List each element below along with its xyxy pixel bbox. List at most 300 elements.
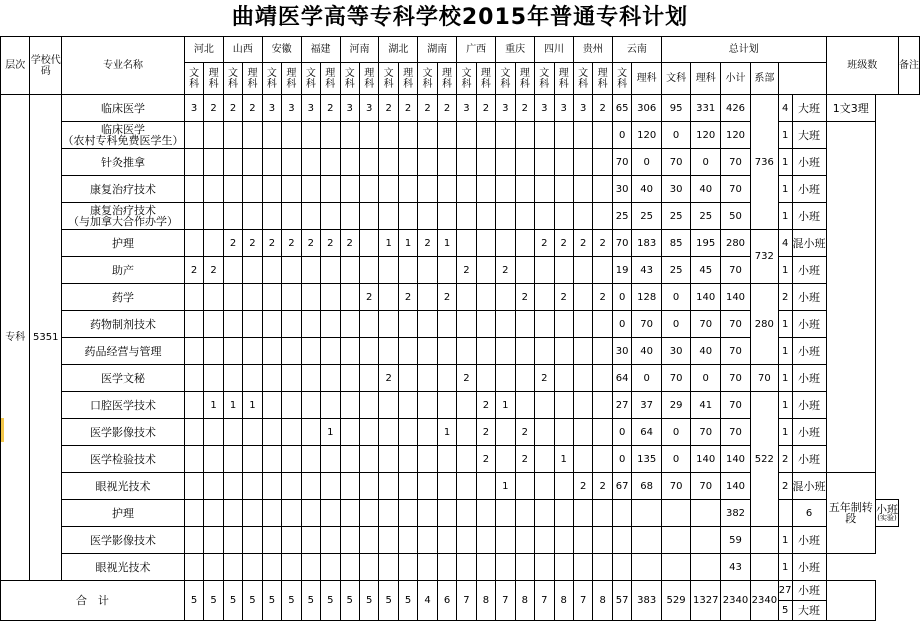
province-quota bbox=[593, 446, 612, 473]
province-quota bbox=[476, 230, 495, 257]
yunnan-li: 25 bbox=[632, 203, 661, 230]
province-quota bbox=[262, 284, 281, 311]
class-type-label: 小班 bbox=[798, 182, 821, 196]
province-quota bbox=[359, 176, 378, 203]
province-quota bbox=[340, 473, 359, 500]
yunnan-li: 135 bbox=[632, 446, 661, 473]
province-quota: 2 bbox=[282, 230, 301, 257]
province-quota bbox=[418, 365, 437, 392]
province-quota bbox=[204, 284, 223, 311]
province-quota: 2 bbox=[476, 392, 495, 419]
province-quota bbox=[515, 365, 534, 392]
total-li: 41 bbox=[691, 392, 721, 419]
province-quota bbox=[340, 311, 359, 338]
table-row bbox=[1, 500, 920, 527]
province-quota bbox=[301, 554, 320, 581]
subtotal: 140 bbox=[721, 284, 751, 311]
header-li: 理科 bbox=[321, 63, 340, 95]
province-quota: 2 bbox=[515, 446, 534, 473]
header-remark: 备注 bbox=[899, 37, 920, 95]
province-quota bbox=[204, 203, 223, 230]
province-quota bbox=[184, 500, 203, 527]
province-quota bbox=[301, 176, 320, 203]
header-province: 安徽 bbox=[262, 37, 301, 63]
province-quota bbox=[282, 176, 301, 203]
province-quota bbox=[418, 500, 437, 527]
yunnan-wen: 0 bbox=[612, 284, 632, 311]
province-quota: 1 bbox=[243, 392, 262, 419]
province-quota bbox=[379, 338, 398, 365]
province-quota: 2 bbox=[243, 95, 262, 122]
province-quota bbox=[262, 257, 281, 284]
province-quota bbox=[340, 338, 359, 365]
province-quota bbox=[243, 365, 262, 392]
province-quota bbox=[321, 122, 340, 149]
yunnan-wen: 0 bbox=[612, 446, 632, 473]
province-quota: 2 bbox=[457, 365, 476, 392]
province-quota bbox=[243, 446, 262, 473]
total-province-quota: 7 bbox=[496, 581, 515, 621]
header-class-count: 班级数 bbox=[826, 37, 898, 95]
province-quota bbox=[457, 176, 476, 203]
subtotal: 426 bbox=[721, 95, 751, 122]
province-quota bbox=[301, 257, 320, 284]
province-quota: 2 bbox=[593, 95, 612, 122]
total-yunnan-li: 383 bbox=[632, 581, 661, 621]
major-name: 护理 bbox=[62, 230, 185, 257]
header-wen: 文科 bbox=[340, 63, 359, 95]
subtotal: 140 bbox=[721, 473, 751, 500]
province-quota bbox=[554, 311, 573, 338]
province-quota: 2 bbox=[223, 230, 242, 257]
province-quota: 1 bbox=[437, 230, 456, 257]
province-quota bbox=[301, 122, 320, 149]
yunnan-li: 183 bbox=[632, 230, 661, 257]
province-quota bbox=[476, 338, 495, 365]
class-count: 2 bbox=[778, 446, 792, 473]
province-quota bbox=[359, 257, 378, 284]
province-quota bbox=[379, 122, 398, 149]
province-quota bbox=[515, 230, 534, 257]
total-wen: 30 bbox=[661, 338, 690, 365]
total-wen: 29 bbox=[661, 392, 690, 419]
province-quota: 3 bbox=[301, 95, 320, 122]
subtotal: 70 bbox=[721, 257, 751, 284]
province-quota bbox=[184, 203, 203, 230]
subtotal: 50 bbox=[721, 203, 751, 230]
province-quota bbox=[204, 311, 223, 338]
province-quota: 1 bbox=[398, 230, 417, 257]
class-type bbox=[876, 500, 899, 527]
yunnan-li: 70 bbox=[632, 311, 661, 338]
province-quota bbox=[535, 311, 554, 338]
province-quota: 3 bbox=[573, 95, 592, 122]
header-li: 理科 bbox=[204, 63, 223, 95]
province-quota bbox=[437, 392, 456, 419]
province-quota: 1 bbox=[437, 419, 456, 446]
header-li: 理科 bbox=[282, 63, 301, 95]
province-quota bbox=[573, 419, 592, 446]
province-quota bbox=[262, 122, 281, 149]
total-province-quota: 8 bbox=[593, 581, 612, 621]
dept-total bbox=[750, 527, 778, 554]
province-quota bbox=[418, 257, 437, 284]
province-quota bbox=[457, 419, 476, 446]
class-type-label: 小班 bbox=[798, 452, 821, 466]
class-type bbox=[792, 176, 826, 203]
class-type bbox=[792, 365, 826, 392]
province-quota bbox=[496, 527, 515, 554]
table-row bbox=[1, 554, 920, 581]
total-wen: 0 bbox=[661, 446, 690, 473]
province-quota: 2 bbox=[321, 230, 340, 257]
class-count: 1 bbox=[778, 392, 792, 419]
class-type bbox=[792, 203, 826, 230]
province-quota bbox=[496, 500, 515, 527]
class-count: 2 bbox=[778, 473, 792, 500]
province-quota bbox=[398, 257, 417, 284]
yunnan-wen: 30 bbox=[612, 176, 632, 203]
header-total-plan: 总计划 bbox=[661, 37, 826, 63]
total-li: 70 bbox=[691, 311, 721, 338]
total-type-small: 小班 bbox=[792, 581, 826, 601]
remark-cell bbox=[826, 122, 875, 473]
province-quota bbox=[184, 176, 203, 203]
total-subtotal: 2340 bbox=[721, 581, 751, 621]
total-province-quota: 5 bbox=[262, 581, 281, 621]
total-li: 70 bbox=[691, 473, 721, 500]
province-quota bbox=[457, 230, 476, 257]
province-quota bbox=[223, 311, 242, 338]
total-li: 45 bbox=[691, 257, 721, 284]
province-quota: 3 bbox=[535, 95, 554, 122]
total-province-quota: 4 bbox=[418, 581, 437, 621]
province-quota: 2 bbox=[593, 230, 612, 257]
province-quota bbox=[184, 149, 203, 176]
province-quota: 2 bbox=[262, 230, 281, 257]
province-quota bbox=[418, 527, 437, 554]
class-type-label: 小班 bbox=[798, 425, 821, 439]
province-quota bbox=[593, 311, 612, 338]
province-quota bbox=[535, 203, 554, 230]
province-quota bbox=[515, 257, 534, 284]
province-quota bbox=[554, 203, 573, 230]
province-quota bbox=[204, 446, 223, 473]
table-row bbox=[1, 338, 920, 365]
header-li: 理科 bbox=[515, 63, 534, 95]
header-li: 理科 bbox=[359, 63, 378, 95]
province-quota bbox=[359, 149, 378, 176]
subtotal: 70 bbox=[721, 419, 751, 446]
province-quota bbox=[457, 284, 476, 311]
province-quota bbox=[515, 500, 534, 527]
total-province-quota: 5 bbox=[340, 581, 359, 621]
province-quota bbox=[418, 446, 437, 473]
province-quota bbox=[262, 500, 281, 527]
province-quota bbox=[398, 122, 417, 149]
yunnan-li: 64 bbox=[632, 419, 661, 446]
province-quota bbox=[593, 554, 612, 581]
total-wen: 70 bbox=[661, 365, 690, 392]
province-quota bbox=[398, 176, 417, 203]
province-quota bbox=[321, 392, 340, 419]
province-quota bbox=[359, 203, 378, 230]
province-quota bbox=[535, 149, 554, 176]
yunnan-wen bbox=[612, 554, 632, 581]
province-quota bbox=[476, 473, 495, 500]
province-quota bbox=[262, 149, 281, 176]
province-quota bbox=[340, 122, 359, 149]
province-quota: 2 bbox=[359, 284, 378, 311]
province-quota bbox=[418, 392, 437, 419]
province-quota: 2 bbox=[573, 473, 592, 500]
province-quota bbox=[496, 203, 515, 230]
total-label: 合 计 bbox=[1, 581, 185, 621]
province-quota bbox=[359, 365, 378, 392]
header-subtotal: 小计 bbox=[721, 63, 751, 95]
header-li: 理科 bbox=[593, 63, 612, 95]
province-quota bbox=[554, 392, 573, 419]
province-quota bbox=[398, 473, 417, 500]
province-quota bbox=[593, 365, 612, 392]
province-quota bbox=[321, 554, 340, 581]
province-quota bbox=[243, 203, 262, 230]
province-quota bbox=[476, 284, 495, 311]
province-quota bbox=[593, 392, 612, 419]
class-count: 1 bbox=[778, 257, 792, 284]
province-quota bbox=[418, 338, 437, 365]
class-type bbox=[792, 473, 826, 500]
class-type bbox=[792, 392, 826, 419]
province-quota bbox=[223, 284, 242, 311]
header-province: 四川 bbox=[535, 37, 574, 63]
province-quota bbox=[398, 311, 417, 338]
province-quota: 2 bbox=[418, 95, 437, 122]
province-quota bbox=[301, 365, 320, 392]
province-quota bbox=[398, 203, 417, 230]
province-quota bbox=[398, 527, 417, 554]
province-quota: 2 bbox=[301, 230, 320, 257]
header-li: 理科 bbox=[437, 63, 456, 95]
province-quota bbox=[535, 392, 554, 419]
province-quota bbox=[321, 446, 340, 473]
yunnan-wen: 0 bbox=[612, 122, 632, 149]
province-quota bbox=[301, 446, 320, 473]
total-province-quota: 8 bbox=[476, 581, 495, 621]
province-quota bbox=[573, 203, 592, 230]
header-province: 河北 bbox=[184, 37, 223, 63]
province-quota bbox=[204, 419, 223, 446]
province-quota bbox=[282, 203, 301, 230]
subtotal: 70 bbox=[721, 176, 751, 203]
province-quota bbox=[243, 257, 262, 284]
total-li: 331 bbox=[691, 95, 721, 122]
province-quota bbox=[359, 500, 378, 527]
total-li: 40 bbox=[691, 338, 721, 365]
yunnan-li: 68 bbox=[632, 473, 661, 500]
major-name: 助产 bbox=[62, 257, 185, 284]
header-province: 云南 bbox=[612, 37, 661, 63]
major-name: 眼视光技术 bbox=[62, 554, 185, 581]
province-quota bbox=[301, 338, 320, 365]
province-quota bbox=[379, 311, 398, 338]
province-quota bbox=[340, 500, 359, 527]
class-count: 4 bbox=[778, 95, 792, 122]
province-quota bbox=[282, 392, 301, 419]
province-quota bbox=[204, 500, 223, 527]
header-province: 山西 bbox=[223, 37, 262, 63]
province-quota bbox=[321, 311, 340, 338]
province-quota bbox=[535, 446, 554, 473]
header-wen: 文科 bbox=[457, 63, 476, 95]
province-quota bbox=[359, 446, 378, 473]
province-quota bbox=[301, 527, 320, 554]
province-quota bbox=[321, 500, 340, 527]
dept-total bbox=[778, 500, 792, 527]
province-quota bbox=[496, 446, 515, 473]
province-quota: 2 bbox=[418, 230, 437, 257]
province-quota bbox=[476, 500, 495, 527]
province-quota: 3 bbox=[496, 95, 515, 122]
table-row bbox=[1, 176, 920, 203]
province-quota bbox=[184, 392, 203, 419]
province-quota bbox=[204, 149, 223, 176]
province-quota bbox=[476, 203, 495, 230]
province-quota bbox=[223, 149, 242, 176]
total-li: 140 bbox=[691, 284, 721, 311]
province-quota: 3 bbox=[359, 95, 378, 122]
province-quota bbox=[184, 122, 203, 149]
province-quota bbox=[301, 149, 320, 176]
province-quota bbox=[282, 284, 301, 311]
province-quota bbox=[573, 122, 592, 149]
province-quota bbox=[379, 257, 398, 284]
dept-total: 280 bbox=[750, 284, 778, 365]
province-quota bbox=[496, 149, 515, 176]
province-quota bbox=[437, 554, 456, 581]
total-li: 40 bbox=[691, 176, 721, 203]
class-type bbox=[792, 419, 826, 446]
province-quota bbox=[243, 176, 262, 203]
province-quota bbox=[535, 122, 554, 149]
yunnan-li bbox=[632, 500, 661, 527]
remark-cell: 1文3理 bbox=[826, 95, 875, 122]
province-quota: 2 bbox=[476, 419, 495, 446]
province-quota bbox=[243, 500, 262, 527]
province-quota bbox=[243, 419, 262, 446]
yunnan-wen bbox=[612, 500, 632, 527]
province-quota bbox=[184, 230, 203, 257]
yunnan-li: 0 bbox=[632, 149, 661, 176]
major-name: 护理 bbox=[62, 500, 185, 527]
yunnan-wen: 70 bbox=[612, 230, 632, 257]
total-wen: 70 bbox=[661, 149, 690, 176]
province-quota bbox=[496, 122, 515, 149]
province-quota: 2 bbox=[398, 284, 417, 311]
class-type bbox=[792, 554, 826, 581]
province-quota bbox=[398, 338, 417, 365]
province-quota bbox=[476, 527, 495, 554]
province-quota: 2 bbox=[496, 257, 515, 284]
subtotal: 59 bbox=[721, 527, 751, 554]
class-count: 1 bbox=[778, 527, 792, 554]
province-quota: 2 bbox=[379, 95, 398, 122]
subtotal: 382 bbox=[721, 500, 751, 527]
province-quota bbox=[359, 230, 378, 257]
province-quota bbox=[554, 149, 573, 176]
province-quota bbox=[340, 203, 359, 230]
yunnan-li: 43 bbox=[632, 257, 661, 284]
province-quota: 1 bbox=[379, 230, 398, 257]
province-quota bbox=[496, 284, 515, 311]
yunnan-wen bbox=[612, 527, 632, 554]
major-name: 医学检验技术 bbox=[62, 446, 185, 473]
province-quota bbox=[262, 527, 281, 554]
province-quota bbox=[593, 500, 612, 527]
total-class-small: 27 bbox=[778, 581, 792, 601]
province-quota bbox=[535, 338, 554, 365]
major-name: 医学影像技术 bbox=[62, 527, 185, 554]
province-quota bbox=[554, 554, 573, 581]
dept-total: 732 bbox=[750, 230, 778, 284]
subtotal: 280 bbox=[721, 230, 751, 257]
province-quota bbox=[282, 122, 301, 149]
province-quota: 1 bbox=[204, 392, 223, 419]
province-quota: 2 bbox=[554, 230, 573, 257]
province-quota bbox=[243, 473, 262, 500]
header-wen: 文科 bbox=[184, 63, 203, 95]
province-quota bbox=[418, 149, 437, 176]
class-count: 1 bbox=[778, 149, 792, 176]
province-quota bbox=[243, 338, 262, 365]
class-count: 1 bbox=[778, 311, 792, 338]
province-quota bbox=[535, 257, 554, 284]
province-quota: 2 bbox=[535, 365, 554, 392]
province-quota bbox=[262, 311, 281, 338]
province-quota bbox=[437, 257, 456, 284]
province-quota bbox=[398, 392, 417, 419]
province-quota bbox=[593, 203, 612, 230]
province-quota bbox=[301, 473, 320, 500]
province-quota bbox=[359, 122, 378, 149]
province-quota: 2 bbox=[321, 95, 340, 122]
province-quota: 1 bbox=[496, 473, 515, 500]
province-quota bbox=[340, 392, 359, 419]
province-quota bbox=[262, 419, 281, 446]
province-quota: 2 bbox=[515, 284, 534, 311]
province-quota bbox=[535, 284, 554, 311]
province-quota bbox=[515, 149, 534, 176]
province-quota bbox=[379, 284, 398, 311]
province-quota bbox=[554, 473, 573, 500]
province-quota bbox=[496, 338, 515, 365]
class-type-label: 小班 bbox=[798, 398, 821, 412]
subtotal: 70 bbox=[721, 149, 751, 176]
total-wen: 25 bbox=[661, 257, 690, 284]
province-quota bbox=[359, 392, 378, 419]
major-name: 康复治疗技术 bbox=[62, 176, 185, 203]
province-quota bbox=[282, 473, 301, 500]
province-quota: 3 bbox=[184, 95, 203, 122]
province-quota bbox=[243, 149, 262, 176]
province-quota: 1 bbox=[223, 392, 242, 419]
class-type-label: 混小班 bbox=[792, 236, 826, 250]
province-quota bbox=[573, 554, 592, 581]
dept-total: 70 bbox=[750, 365, 778, 392]
province-quota bbox=[223, 446, 242, 473]
province-quota bbox=[321, 149, 340, 176]
province-quota: 2 bbox=[340, 230, 359, 257]
